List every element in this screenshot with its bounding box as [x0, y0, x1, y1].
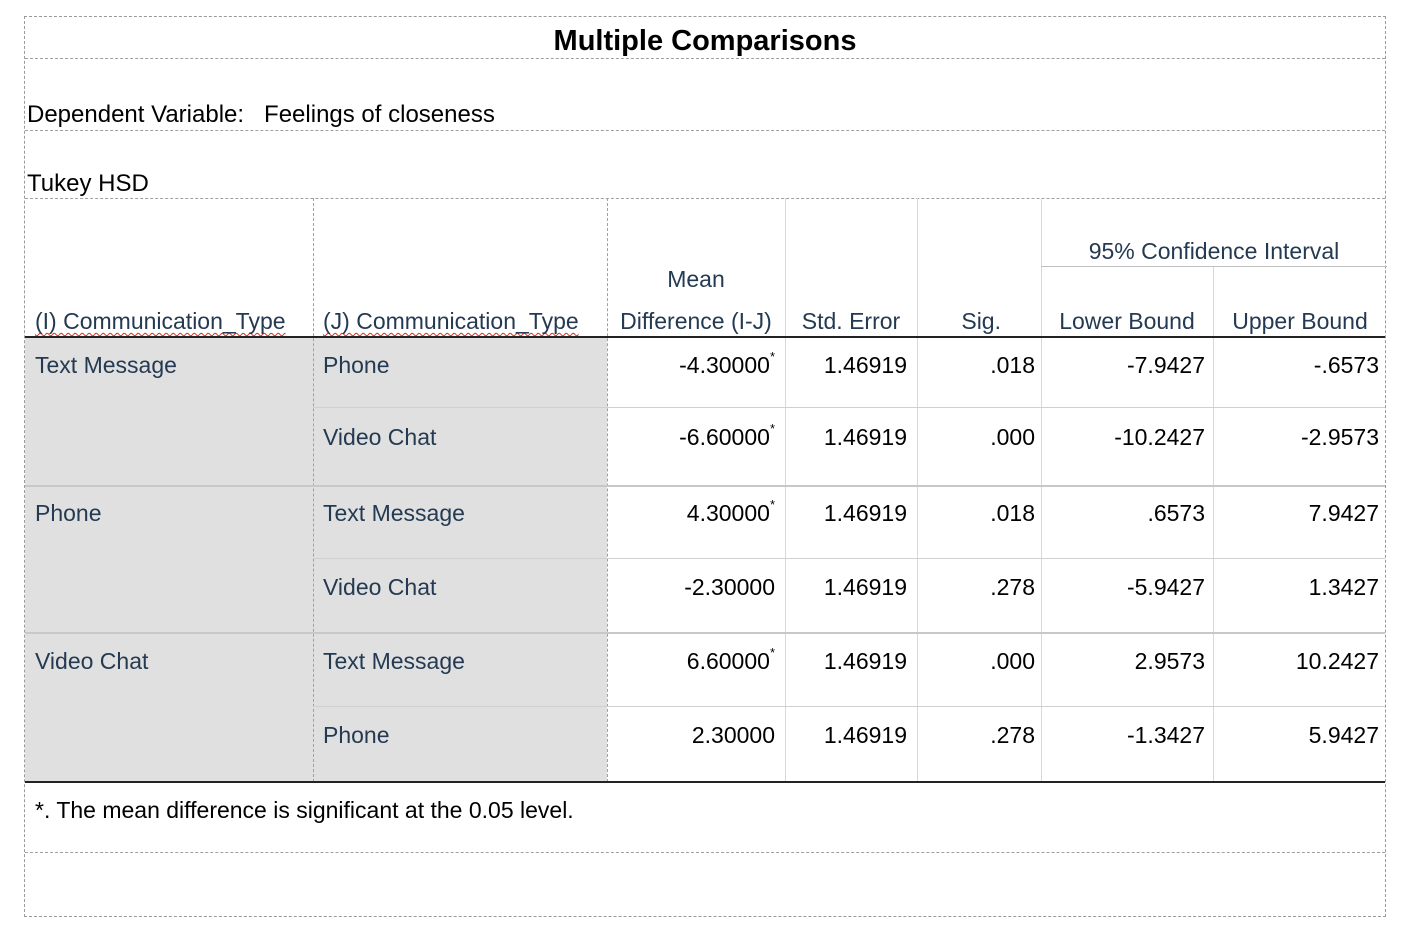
mean-difference-value: 2.30000 — [691, 722, 775, 748]
row-separator — [313, 706, 1385, 707]
row-j-label: Text Message — [323, 648, 465, 674]
std-error: 1.46919 — [823, 574, 907, 600]
column-divider — [785, 198, 786, 782]
mean-difference — [607, 497, 775, 527]
upper-bound: -.6573 — [1313, 352, 1379, 378]
upper-bound: 7.9427 — [1308, 500, 1379, 526]
row-j-label: Video Chat — [323, 424, 437, 450]
upper-bound: -2.9573 — [1300, 424, 1379, 450]
mean-difference-value: 6.60000 — [686, 648, 770, 674]
mean-difference — [607, 421, 775, 451]
std-error: 1.46919 — [823, 722, 907, 748]
header-rule — [25, 336, 1385, 338]
mean-difference — [607, 645, 775, 675]
std-error: 1.46919 — [823, 648, 907, 674]
row-j-label: Phone — [323, 722, 390, 748]
header-i-type-text: (I) Communication_Type — [35, 308, 286, 334]
header-i-type — [35, 308, 286, 335]
significance-star: * — [769, 421, 775, 436]
sig: .278 — [990, 722, 1035, 748]
header-mean-line1: Mean — [667, 266, 725, 292]
row-separator — [313, 558, 1385, 559]
row-j-label: Phone — [323, 352, 390, 378]
lower-bound: -7.9427 — [1126, 352, 1205, 378]
header-mean-line2: Difference (I-J) — [620, 308, 772, 334]
std-error: 1.46919 — [823, 500, 907, 526]
sig: .000 — [990, 424, 1035, 450]
row-label-background — [25, 338, 607, 782]
divider — [25, 130, 1385, 131]
lower-bound: -10.2427 — [1114, 424, 1205, 450]
mean-difference-value: -2.30000 — [684, 574, 775, 600]
method-label: Tukey HSD — [27, 170, 149, 197]
significance-star: * — [769, 645, 775, 660]
column-divider — [1041, 198, 1042, 782]
sig: .000 — [990, 648, 1035, 674]
sig: .018 — [990, 500, 1035, 526]
dependent-variable-line — [27, 101, 495, 129]
group-label: Video Chat — [35, 648, 149, 674]
group-separator — [25, 632, 1385, 634]
mean-difference — [607, 349, 775, 379]
row-j-label: Video Chat — [323, 574, 437, 600]
divider — [25, 58, 1385, 59]
mean-difference — [607, 722, 775, 749]
upper-bound: 5.9427 — [1308, 722, 1379, 748]
group-label: Text Message — [35, 352, 177, 378]
group-label: Phone — [35, 500, 102, 526]
table-footnote: *. The mean difference is significant at the 0.05 level. — [35, 797, 574, 823]
divider — [25, 198, 1385, 199]
dependent-variable-label: Dependent Variable: — [27, 101, 245, 128]
header-lower-bound: Lower Bound — [1059, 308, 1195, 334]
header-sig: Sig. — [961, 308, 1001, 334]
header-std-error: Std. Error — [801, 308, 901, 334]
lower-bound: -1.3427 — [1126, 722, 1205, 748]
header-upper-bound: Upper Bound — [1232, 308, 1368, 334]
lower-bound: 2.9573 — [1134, 648, 1205, 674]
column-divider — [313, 198, 314, 782]
significance-star: * — [769, 497, 775, 512]
mean-difference-value: -6.60000 — [679, 424, 770, 450]
upper-bound: 10.2427 — [1295, 648, 1379, 674]
mean-difference-value: 4.30000 — [686, 500, 770, 526]
std-error: 1.46919 — [823, 352, 907, 378]
significance-star: * — [769, 349, 775, 364]
header-j-type-text: (J) Communication_Type — [323, 308, 579, 334]
lower-bound: -5.9427 — [1126, 574, 1205, 600]
header-ci-group: 95% Confidence Interval — [1088, 238, 1340, 264]
dependent-variable-value: Feelings of closeness — [264, 101, 495, 128]
mean-difference-value: -4.30000 — [679, 352, 770, 378]
group-separator — [25, 485, 1385, 487]
row-j-label: Text Message — [323, 500, 465, 526]
ci-group-underline — [1041, 266, 1387, 267]
column-divider — [917, 198, 918, 782]
header-j-type — [323, 308, 579, 335]
row-separator — [313, 407, 1385, 408]
mean-difference — [607, 574, 775, 601]
table-title: Multiple Comparisons — [553, 25, 857, 57]
divider — [25, 852, 1385, 853]
lower-bound: .6573 — [1147, 500, 1205, 526]
body-rule — [25, 781, 1385, 783]
upper-bound: 1.3427 — [1308, 574, 1379, 600]
sig: .278 — [990, 574, 1035, 600]
std-error: 1.46919 — [823, 424, 907, 450]
sig: .018 — [990, 352, 1035, 378]
multiple-comparisons-table — [24, 16, 1386, 917]
